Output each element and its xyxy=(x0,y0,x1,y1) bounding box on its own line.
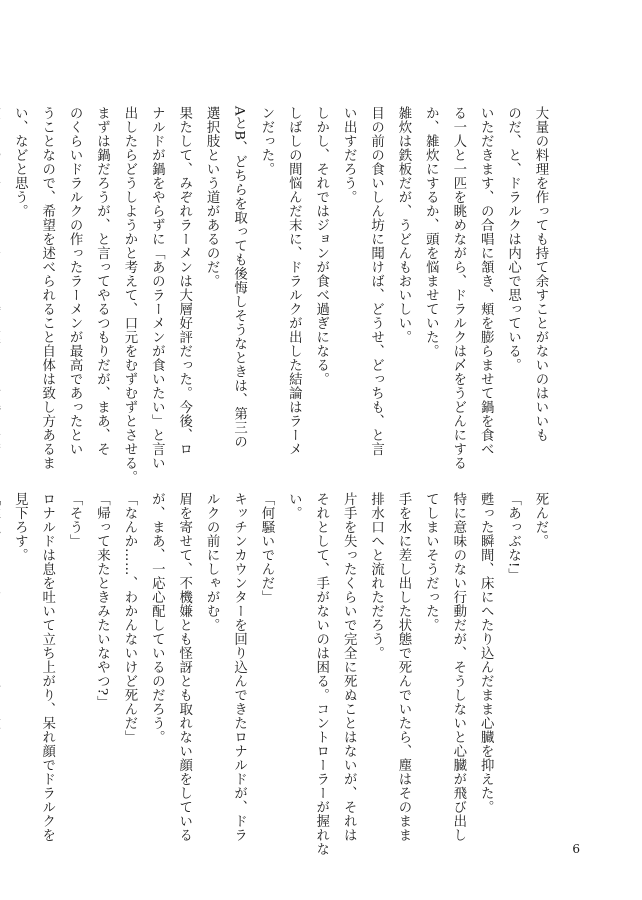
text-line: い、などと思う。 xyxy=(12,106,28,218)
text-line: うことなので、希望を述べられること自体は致し方あるま xyxy=(39,106,55,470)
text-line: る一人と一匹を眺めながら、ドラルクは〆をうどんにする xyxy=(450,106,466,470)
text-line: ナルドが鍋をやらずに「あのラーメンが食いたい」と言い xyxy=(149,106,165,470)
text-line: 「なんか……、わかんないけど死んだ」 xyxy=(121,492,137,744)
text-line: 「何騒いでんだ」 xyxy=(258,492,274,604)
text-line: まずは鍋だろうが、と言ってやるつもりだが、まあ、そ xyxy=(94,106,110,456)
text-line: のだ、と、ドラルクは内心で思っている。 xyxy=(505,106,521,372)
text-line: 死んだ。 xyxy=(533,492,548,548)
text-line: 雑炊は鉄板だが、うどんもおいしい。 xyxy=(395,106,411,344)
text-line: それとして、手がないのは困る。コントローラーが握れな xyxy=(313,492,329,856)
text-line: 眉を寄せて、不機嫌とも怪訝とも取れない顔をしている xyxy=(176,492,192,842)
text-line: いただきます、の合唱に頷き、頬を膨らませて鍋を食べ xyxy=(478,106,494,456)
text-line: が、まあ、一応心配しているのだろう。 xyxy=(149,492,165,744)
text-line: 特に意味のない行動だが、そうしないと心臓が飛び出し xyxy=(450,492,466,842)
text-line: 目の前の食いしん坊に聞けば、どうせ、どっちも、と言 xyxy=(368,106,384,456)
text-line: 「帰って来たときみたいなやつ?」 xyxy=(94,492,110,710)
text-block-lower xyxy=(12,492,554,856)
text-line: 果たして、みぞれラーメンは大層好評だった。今後、ロ xyxy=(176,106,192,456)
text-line: 「そう」 xyxy=(67,492,83,548)
text-line: AとB、どちらを取っても後悔しそうなときは、第三の xyxy=(231,106,247,449)
text-line: ルクの前にしゃがむ。 xyxy=(204,492,220,632)
text-line: ンだった。 xyxy=(258,106,274,176)
page-number: 6 xyxy=(572,842,580,856)
text-line: 「あっぶな!」 xyxy=(505,492,521,582)
text-line: い出すだろう。 xyxy=(341,106,357,204)
text-line: 大量の料理を作っても持て余すことがないのはいいも xyxy=(533,106,548,442)
text-line: か、雑炊にするか、頭を悩ませていた。 xyxy=(423,106,439,358)
text-line: 片手を失ったくらいで完全に死ぬことはないが、それは xyxy=(341,492,357,842)
text-line: い。 xyxy=(286,492,302,520)
text-line: てしまいそうだった。 xyxy=(423,492,439,632)
text-line: 甦った瞬間、床にへたり込んだまま心臓を抑えた。 xyxy=(478,492,494,814)
text-line: しばしの間悩んだ末に、ドラルクが出した結論はラーメ xyxy=(286,106,302,456)
text-line: 排水口へと流れただろう。 xyxy=(368,492,384,660)
text-line: 出したらどうしようかと考えて、口元をむずむずとさせる。 xyxy=(121,106,137,484)
text-line: 見下ろす。 xyxy=(12,492,28,562)
text-line xyxy=(0,106,6,431)
text-line: 手を水に差し出した状態で死んでいたら、塵はそのまま xyxy=(395,492,411,842)
text-line xyxy=(0,492,6,827)
text-line: のくらいドラルクの作ったラーメンが最高であったとい xyxy=(67,106,83,456)
text-line: しかし、それではジョンが食べ過ぎになる。 xyxy=(313,106,329,386)
text-line: 選択肢という道があるのだ。 xyxy=(204,106,220,288)
text-line: キッチンカウンターを回り込んできたロナルドが、ドラ xyxy=(231,492,247,842)
text-block-upper xyxy=(12,106,554,484)
text-line: ロナルドは息を吐いて立ち上がり、呆れ顔でドラルクを xyxy=(39,492,55,842)
